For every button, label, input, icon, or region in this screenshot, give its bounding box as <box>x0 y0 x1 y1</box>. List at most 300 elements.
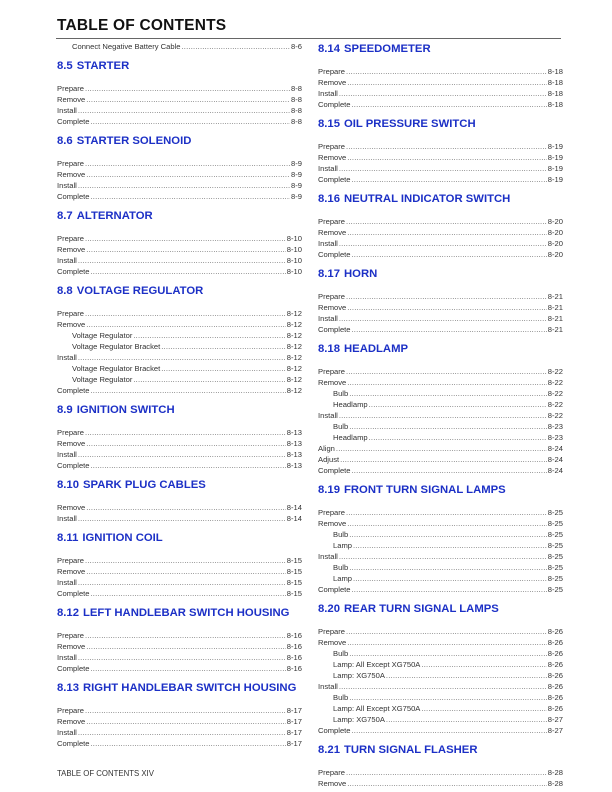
dot-leader <box>352 99 547 110</box>
dot-leader <box>78 727 286 738</box>
toc-entry[interactable] <box>57 449 302 460</box>
toc-entry[interactable] <box>57 266 302 277</box>
entry-label: Complete <box>318 325 351 334</box>
dot-leader <box>346 66 547 77</box>
dot-leader <box>86 641 286 652</box>
entry-label: Lamp: All Except XG750A <box>333 660 421 669</box>
entry-label: Lamp: XG750A <box>333 715 385 724</box>
title-divider <box>56 38 561 39</box>
section-number: 8.11 <box>57 532 79 544</box>
dot-leader <box>352 174 547 185</box>
dot-leader <box>347 227 547 238</box>
section-number: 8.21 <box>318 744 340 756</box>
dot-leader <box>421 703 546 714</box>
section-number: 8.9 <box>57 404 73 416</box>
dot-leader <box>85 630 286 641</box>
dot-leader <box>78 652 286 663</box>
entry-page-number: 8-18 <box>547 100 563 109</box>
entry-page-number: 8-24 <box>547 444 563 453</box>
section-number: 8.15 <box>318 118 340 130</box>
page-title: TABLE OF CONTENTS <box>57 17 227 34</box>
section-title: SPEEDOMETER <box>344 43 431 55</box>
entry-page-number: 8-27 <box>547 715 563 724</box>
dot-leader <box>86 319 286 330</box>
dot-leader <box>352 249 547 260</box>
toc-entry[interactable] <box>57 630 302 641</box>
entry-page-number: 8-10 <box>286 256 302 265</box>
toc-subentry[interactable] <box>318 399 563 410</box>
toc-subentry[interactable] <box>318 648 563 659</box>
toc-subentry[interactable] <box>318 540 563 551</box>
entry-page-number: 8-22 <box>547 389 563 398</box>
entry-label: Bulb <box>333 530 349 539</box>
dot-leader <box>386 670 547 681</box>
section-heading[interactable] <box>318 118 563 131</box>
section-number: 8.19 <box>318 484 340 496</box>
toc-subentry[interactable] <box>57 330 302 341</box>
toc-entry[interactable] <box>57 158 302 169</box>
section-number: 8.5 <box>57 60 73 72</box>
entry-label: Remove <box>318 378 347 387</box>
section-heading[interactable] <box>57 60 302 73</box>
section-heading[interactable] <box>57 682 302 695</box>
toc-entry[interactable] <box>57 83 302 94</box>
dot-leader <box>421 659 546 670</box>
entry-label: Complete <box>318 100 351 109</box>
toc-entry[interactable] <box>57 116 302 127</box>
entry-label: Install <box>57 353 77 362</box>
section-heading[interactable] <box>318 603 563 616</box>
toc-entry[interactable] <box>318 324 563 335</box>
section-title: FRONT TURN SIGNAL LAMPS <box>344 484 506 496</box>
entry-label: Remove <box>318 638 347 647</box>
toc-entry[interactable] <box>57 641 302 652</box>
dot-leader <box>347 302 547 313</box>
dot-leader <box>347 377 547 388</box>
entry-label: Install <box>318 164 338 173</box>
entry-page-number: 8-15 <box>286 567 302 576</box>
toc-entry[interactable] <box>57 566 302 577</box>
toc-entry[interactable] <box>57 502 302 513</box>
entry-label: Bulb <box>333 422 349 431</box>
section-title: REAR TURN SIGNAL LAMPS <box>344 603 499 615</box>
toc-subentry[interactable] <box>318 388 563 399</box>
toc-subentry[interactable] <box>318 659 563 670</box>
section-title: SPARK PLUG CABLES <box>83 479 206 491</box>
dot-leader <box>369 432 547 443</box>
toc-subentry[interactable] <box>318 714 563 725</box>
toc-entry[interactable] <box>57 352 302 363</box>
section-title: HEADLAMP <box>344 343 409 355</box>
section-number: 8.17 <box>318 268 340 280</box>
entry-label: Voltage Regulator Bracket <box>72 342 161 351</box>
entry-page-number: 8-26 <box>547 649 563 658</box>
dot-leader <box>349 421 547 432</box>
toc-subentry[interactable] <box>318 692 563 703</box>
entry-label: Remove <box>318 228 347 237</box>
entry-label: Complete <box>318 250 351 259</box>
section-number: 8.20 <box>318 603 340 615</box>
dot-leader <box>85 555 286 566</box>
toc-entry[interactable] <box>57 244 302 255</box>
entry-label: Remove <box>318 153 347 162</box>
section-heading[interactable] <box>57 479 302 492</box>
entry-page-number: 8-9 <box>291 192 302 201</box>
toc-subentry[interactable] <box>318 703 563 714</box>
dot-leader <box>347 152 547 163</box>
entry-page-number: 8-14 <box>286 503 302 512</box>
entry-page-number: 8-19 <box>547 175 563 184</box>
section-heading[interactable] <box>318 43 563 56</box>
entry-label: Install <box>57 106 77 115</box>
entry-label: Prepare <box>57 234 85 243</box>
entry-label: Complete <box>57 664 90 673</box>
section-heading[interactable] <box>318 193 563 206</box>
dot-leader <box>339 313 547 324</box>
entry-label: Complete <box>318 585 351 594</box>
toc-subentry[interactable] <box>318 421 563 432</box>
entry-page-number: 8-13 <box>286 461 302 470</box>
entry-label: Install <box>318 89 338 98</box>
entry-page-number: 8-26 <box>547 660 563 669</box>
dot-leader <box>369 399 547 410</box>
section-title: STARTER <box>76 60 130 72</box>
entry-page-number: 8-16 <box>286 642 302 651</box>
dot-leader <box>339 551 547 562</box>
entry-label: Prepare <box>318 217 346 226</box>
dot-leader <box>386 714 547 725</box>
section-heading[interactable] <box>318 343 563 356</box>
toc-column-right <box>318 41 563 789</box>
section-number: 8.10 <box>57 479 79 491</box>
toc-entry[interactable] <box>318 637 563 648</box>
toc-entry[interactable] <box>318 291 563 302</box>
toc-entry[interactable] <box>318 584 563 595</box>
toc-entry[interactable] <box>57 385 302 396</box>
toc-subentry[interactable] <box>57 374 302 385</box>
section-heading[interactable] <box>57 210 302 223</box>
entry-page-number: 8-26 <box>547 704 563 713</box>
toc-entry[interactable] <box>318 152 563 163</box>
entry-label: Complete <box>318 466 351 475</box>
entry-page-number: 8-19 <box>547 164 563 173</box>
entry-label: Remove <box>318 779 347 788</box>
entry-page-number: 8-21 <box>547 303 563 312</box>
entry-page-number: 8-10 <box>286 267 302 276</box>
entry-page-number: 8-10 <box>286 245 302 254</box>
entry-page-number: 8-26 <box>547 671 563 680</box>
entry-label: Remove <box>57 717 86 726</box>
toc-entry[interactable] <box>318 767 563 778</box>
dot-leader <box>347 778 547 789</box>
entry-label: Voltage Regulator <box>72 375 133 384</box>
toc-entry[interactable] <box>57 308 302 319</box>
dot-leader <box>339 681 547 692</box>
section-heading[interactable] <box>57 404 302 417</box>
dot-leader <box>91 266 286 277</box>
dot-leader <box>86 94 290 105</box>
toc-entry[interactable] <box>318 454 563 465</box>
dot-leader <box>86 244 286 255</box>
entry-page-number: 8-25 <box>547 574 563 583</box>
toc-entry[interactable] <box>57 555 302 566</box>
section-heading[interactable] <box>57 607 302 620</box>
section-heading[interactable] <box>57 135 302 148</box>
entry-page-number: 8-13 <box>286 450 302 459</box>
toc-entry[interactable] <box>57 255 302 266</box>
entry-label: Install <box>318 552 338 561</box>
entry-label: Prepare <box>57 84 85 93</box>
toc-entry[interactable] <box>57 663 302 674</box>
toc-entry[interactable] <box>57 180 302 191</box>
dot-leader <box>352 324 547 335</box>
dot-leader <box>86 716 286 727</box>
dot-leader <box>91 191 291 202</box>
entry-page-number: 8-25 <box>547 508 563 517</box>
entry-page-number: 8-26 <box>547 638 563 647</box>
entry-label: Complete <box>57 386 90 395</box>
section-title: TURN SIGNAL FLASHER <box>344 744 478 756</box>
entry-label: Remove <box>57 170 86 179</box>
entry-page-number: 8-12 <box>286 342 302 351</box>
entry-page-number: 8-12 <box>286 386 302 395</box>
dot-leader <box>349 562 547 573</box>
dot-leader <box>340 454 547 465</box>
section-number: 8.7 <box>57 210 73 222</box>
entry-label: Headlamp <box>333 400 368 409</box>
entry-label: Bulb <box>333 563 349 572</box>
toc-entry[interactable] <box>57 191 302 202</box>
toc-subentry[interactable] <box>318 670 563 681</box>
entry-label: Align <box>318 444 335 453</box>
entry-label: Install <box>57 578 77 587</box>
entry-page-number: 8-17 <box>286 717 302 726</box>
entry-label: Install <box>57 514 77 523</box>
dot-leader <box>91 738 286 749</box>
section-heading[interactable] <box>57 532 302 545</box>
entry-label: Remove <box>318 303 347 312</box>
entry-label: Remove <box>57 95 86 104</box>
entry-page-number: 8-21 <box>547 325 563 334</box>
dot-leader <box>78 352 286 363</box>
entry-page-number: 8-8 <box>291 95 302 104</box>
section-title: RIGHT HANDLEBAR SWITCH HOUSING <box>83 682 297 694</box>
toc-entry[interactable] <box>318 174 563 185</box>
toc-entry[interactable] <box>57 738 302 749</box>
toc-entry[interactable] <box>57 438 302 449</box>
entry-page-number: 8-22 <box>547 400 563 409</box>
toc-entry[interactable] <box>318 216 563 227</box>
toc-entry[interactable] <box>318 77 563 88</box>
entry-page-number: 8-20 <box>547 239 563 248</box>
dot-leader <box>85 83 290 94</box>
entry-label: Install <box>57 450 77 459</box>
toc-entry[interactable] <box>57 705 302 716</box>
section-number: 8.12 <box>57 607 79 619</box>
section-heading[interactable] <box>318 484 563 497</box>
entry-label: Remove <box>57 642 86 651</box>
entry-page-number: 8-9 <box>291 159 302 168</box>
entry-page-number: 8-25 <box>547 585 563 594</box>
entry-label: Remove <box>57 567 86 576</box>
toc-entry[interactable] <box>318 551 563 562</box>
toc-entry[interactable] <box>318 725 563 736</box>
dot-leader <box>349 388 547 399</box>
dot-leader <box>352 725 547 736</box>
entry-label: Remove <box>57 439 86 448</box>
section-heading[interactable] <box>57 285 302 298</box>
entry-page-number: 8-10 <box>286 234 302 243</box>
entry-label: Prepare <box>318 292 346 301</box>
entry-label: Remove <box>57 320 86 329</box>
entry-page-number: 8-25 <box>547 563 563 572</box>
entry-page-number: 8-22 <box>547 411 563 420</box>
entry-label: Prepare <box>57 428 85 437</box>
toc-entry[interactable] <box>318 507 563 518</box>
toc-entry[interactable] <box>318 66 563 77</box>
toc-entry[interactable] <box>318 410 563 421</box>
toc-entry[interactable] <box>57 513 302 524</box>
entry-page-number: 8-18 <box>547 67 563 76</box>
dot-leader <box>346 216 547 227</box>
toc-entry[interactable] <box>57 233 302 244</box>
toc-subentry[interactable] <box>57 341 302 352</box>
entry-page-number: 8-8 <box>291 117 302 126</box>
toc-entry[interactable] <box>57 652 302 663</box>
dot-leader <box>336 443 547 454</box>
toc-entry[interactable] <box>57 105 302 116</box>
entry-label: Voltage Regulator Bracket <box>72 364 161 373</box>
toc-entry[interactable] <box>318 99 563 110</box>
toc-entry[interactable] <box>318 227 563 238</box>
entry-page-number: 8-16 <box>286 631 302 640</box>
entry-label: Complete <box>57 589 90 598</box>
entry-page-number: 8-13 <box>286 428 302 437</box>
entry-page-number: 8-18 <box>547 78 563 87</box>
toc-entry[interactable] <box>57 94 302 105</box>
toc-entry[interactable] <box>318 141 563 152</box>
section-heading[interactable] <box>318 744 563 757</box>
toc-entry[interactable] <box>57 460 302 471</box>
toc-entry[interactable] <box>318 465 563 476</box>
toc-entry[interactable] <box>318 249 563 260</box>
toc-entry[interactable] <box>318 238 563 249</box>
toc-entry[interactable] <box>57 427 302 438</box>
entry-page-number: 8-20 <box>547 250 563 259</box>
entry-label: Install <box>57 181 77 190</box>
entry-page-number: 8-26 <box>547 693 563 702</box>
dot-leader <box>349 692 547 703</box>
section-number: 8.16 <box>318 193 340 205</box>
section-heading[interactable] <box>318 268 563 281</box>
entry-label: Prepare <box>57 159 85 168</box>
dot-leader <box>346 141 547 152</box>
dot-leader <box>346 626 547 637</box>
entry-label: Install <box>318 239 338 248</box>
dot-leader <box>85 158 290 169</box>
page-footer: TABLE OF CONTENTS XIV <box>57 769 154 778</box>
entry-page-number: 8-22 <box>547 367 563 376</box>
entry-page-number: 8-25 <box>547 530 563 539</box>
toc-entry[interactable] <box>57 588 302 599</box>
section-title: IGNITION SWITCH <box>76 404 175 416</box>
toc-entry[interactable] <box>318 163 563 174</box>
toc-entry[interactable] <box>318 681 563 692</box>
toc-entry[interactable] <box>318 443 563 454</box>
toc-entry[interactable] <box>318 626 563 637</box>
entry-label: Bulb <box>333 649 349 658</box>
entry-page-number: 8-16 <box>286 653 302 662</box>
toc-entry[interactable] <box>57 169 302 180</box>
toc-entry[interactable] <box>318 366 563 377</box>
dot-leader <box>339 238 547 249</box>
toc-subentry[interactable] <box>57 41 302 52</box>
dot-leader <box>339 410 547 421</box>
entry-page-number: 8-12 <box>286 364 302 373</box>
toc-entry[interactable] <box>57 716 302 727</box>
dot-leader <box>86 502 286 513</box>
entry-page-number: 8-26 <box>547 627 563 636</box>
toc-entry[interactable] <box>318 88 563 99</box>
dot-leader <box>339 88 547 99</box>
toc-subentry[interactable] <box>318 562 563 573</box>
dot-leader <box>339 163 547 174</box>
toc-entry[interactable] <box>318 778 563 789</box>
entry-page-number: 8-8 <box>291 106 302 115</box>
dot-leader <box>91 116 291 127</box>
section-number: 8.13 <box>57 682 79 694</box>
dot-leader <box>346 366 547 377</box>
entry-page-number: 8-6 <box>291 42 302 51</box>
toc-entry[interactable] <box>57 577 302 588</box>
toc-entry[interactable] <box>57 727 302 738</box>
toc-entry[interactable] <box>318 313 563 324</box>
entry-page-number: 8-24 <box>547 455 563 464</box>
toc-entry[interactable] <box>318 518 563 529</box>
entry-page-number: 8-12 <box>286 331 302 340</box>
section-title: IGNITION COIL <box>82 532 163 544</box>
dot-leader <box>133 374 285 385</box>
entry-page-number: 8-23 <box>547 433 563 442</box>
toc-subentry[interactable] <box>318 432 563 443</box>
entry-label: Connect Negative Battery Cable <box>72 42 181 51</box>
entry-label: Install <box>318 682 338 691</box>
toc-subentry[interactable] <box>57 363 302 374</box>
dot-leader <box>78 105 290 116</box>
dot-leader <box>86 169 290 180</box>
toc-entry[interactable] <box>57 319 302 330</box>
entry-label: Remove <box>57 503 86 512</box>
entry-label: Install <box>318 314 338 323</box>
entry-page-number: 8-17 <box>286 728 302 737</box>
entry-label: Adjust <box>318 455 340 464</box>
toc-subentry[interactable] <box>318 529 563 540</box>
entry-label: Complete <box>57 461 90 470</box>
toc-entry[interactable] <box>318 302 563 313</box>
entry-page-number: 8-21 <box>547 314 563 323</box>
entry-page-number: 8-21 <box>547 292 563 301</box>
entry-label: Bulb <box>333 693 349 702</box>
toc-entry[interactable] <box>318 377 563 388</box>
entry-label: Prepare <box>57 706 85 715</box>
section-title: HORN <box>344 268 378 280</box>
toc-subentry[interactable] <box>318 573 563 584</box>
entry-page-number: 8-18 <box>547 89 563 98</box>
dot-leader <box>85 705 286 716</box>
entry-label: Prepare <box>318 768 346 777</box>
dot-leader <box>78 577 286 588</box>
entry-page-number: 8-24 <box>547 466 563 475</box>
